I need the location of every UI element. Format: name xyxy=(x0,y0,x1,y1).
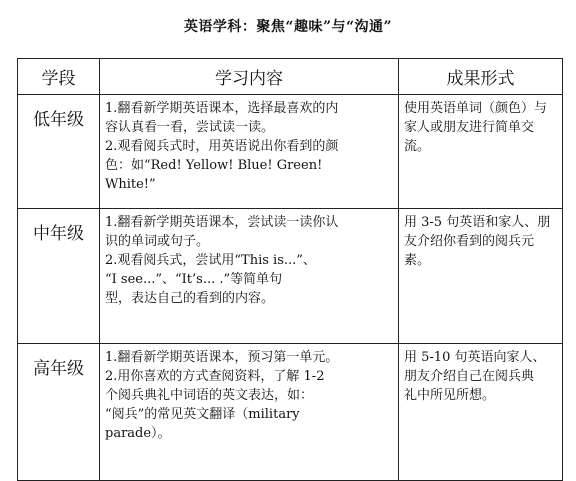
result-line: 友介绍你看到的阅兵元 xyxy=(404,234,535,249)
header-stage: 学段 xyxy=(18,59,100,95)
content-line: 2.观看阅兵式时，用英语说出你看到的颜 xyxy=(105,139,339,154)
document-title: 英语学科：聚焦“趣味”与“沟通” xyxy=(183,19,393,35)
content-line: 个阅兵典礼中词语的英文表达，如： xyxy=(105,388,314,403)
table-row xyxy=(18,344,563,481)
content-cell xyxy=(100,344,399,481)
stage-cell: 低年级 xyxy=(18,95,100,209)
result-line: 流。 xyxy=(404,139,431,154)
result-line: 家人或朋友进行简单交 xyxy=(404,120,535,135)
content-cell xyxy=(100,95,399,209)
content-line: “阅兵”的常见英文翻译（military xyxy=(105,407,300,422)
table-header-row xyxy=(18,59,563,95)
header-result: 成果形式 xyxy=(399,59,563,95)
content-line: 容认真看一看，尝试读一读。 xyxy=(105,120,275,135)
result-cell xyxy=(399,95,563,209)
result-line: 礼中所见所想。 xyxy=(404,388,496,403)
content-line: 2.用你喜欢的方式查阅资料，了解 1-2 xyxy=(105,369,325,384)
result-line: 使用英语单词（颜色）与 xyxy=(404,101,548,116)
content-line: 色：如“Red! Yellow! Blue! Green! xyxy=(105,158,323,173)
result-cell xyxy=(399,344,563,481)
stage-cell: 高年级 xyxy=(18,344,100,481)
result-line: 朋友介绍自己在阅兵典 xyxy=(404,369,535,384)
table-row xyxy=(18,209,563,344)
result-line: 用 3-5 句英语和家人、朋 xyxy=(404,215,551,230)
content-line: parade）。 xyxy=(105,426,171,441)
content-cell xyxy=(100,209,399,344)
curriculum-table xyxy=(17,58,563,481)
result-line: 用 5-10 句英语向家人、 xyxy=(404,350,546,365)
result-line: 素。 xyxy=(404,253,431,268)
result-cell xyxy=(399,209,563,344)
content-line: 1.翻看新学期英语课本，选择最喜欢的内 xyxy=(105,101,339,116)
content-line: White!” xyxy=(105,177,156,192)
content-line: 2.观看阅兵式，尝试用“This is...”、 xyxy=(105,253,316,268)
stage-cell: 中年级 xyxy=(18,209,100,344)
content-line: “I see...”、“It’s... .”等简单句 xyxy=(105,272,283,287)
content-line: 型，表达自己的看到的内容。 xyxy=(105,291,275,306)
content-line: 1.翻看新学期英语课本，尝试读一读你认 xyxy=(105,215,339,230)
table-row xyxy=(18,95,563,209)
content-line: 识的单词或句子。 xyxy=(105,234,210,249)
header-content: 学习内容 xyxy=(100,59,399,95)
content-line: 1.翻看新学期英语课本，预习第一单元。 xyxy=(105,350,339,365)
